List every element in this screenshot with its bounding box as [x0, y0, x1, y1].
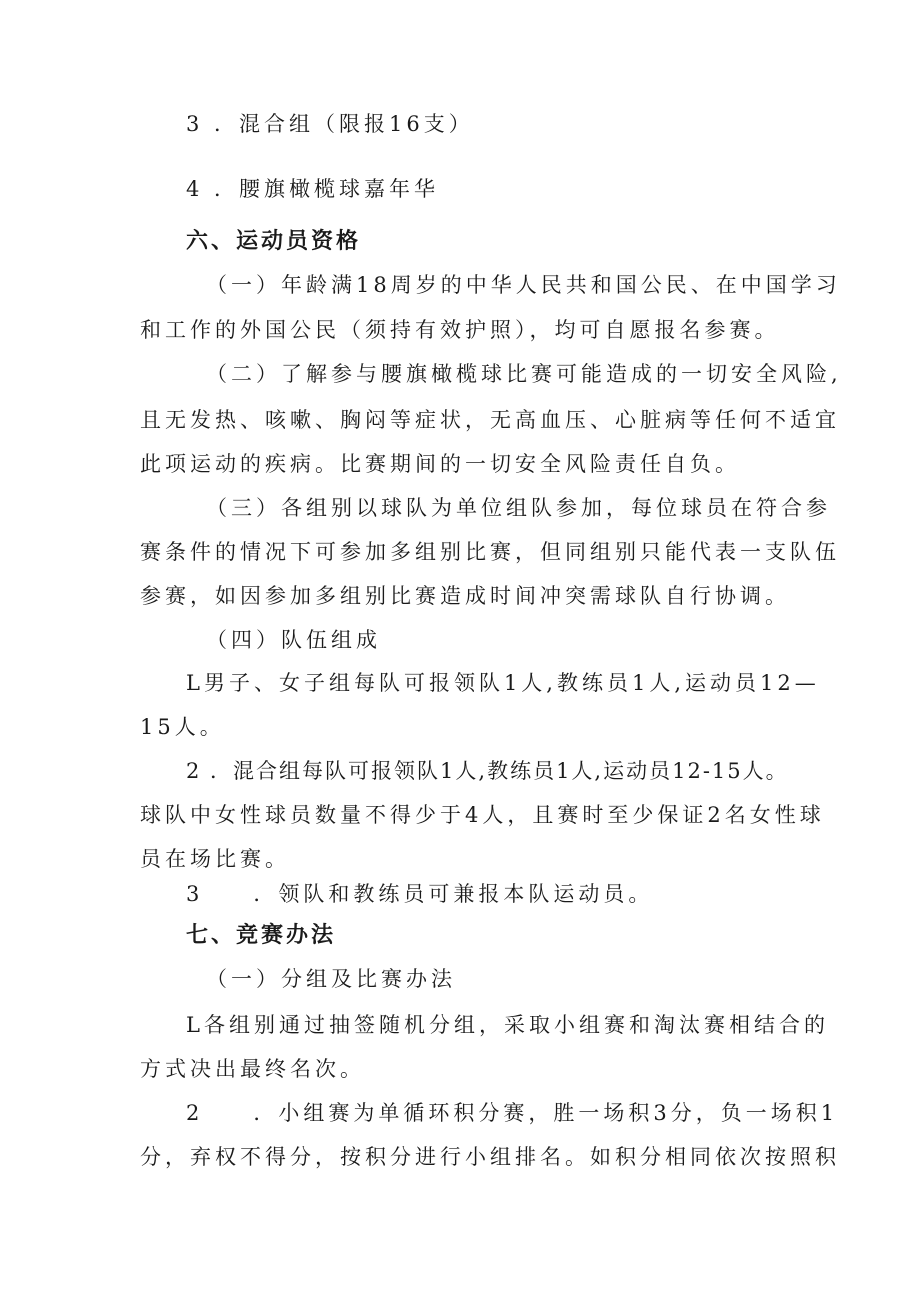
paragraph-line: 赛条件的情况下可参加多组别比赛，但同组别只能代表一支队伍: [140, 540, 840, 564]
section-heading: 七、竞赛办法: [186, 923, 337, 948]
paragraph-line: 球队中女性球员数量不得少于4人，且赛时至少保证2名女性球: [140, 803, 825, 827]
paragraph-line: 分，弃权不得分，按积分进行小组排名。如积分相同依次按照积: [140, 1145, 840, 1169]
list-item: 4 ．腰旗橄榄球嘉年华: [186, 177, 440, 201]
paragraph-line: 2 ．混合组每队可报领队1人,教练员1人,运动员12-15人。: [186, 759, 789, 783]
paragraph-line: 且无发热、咳嗽、胸闷等症状，无高血压、心脏病等任何不适宜: [140, 408, 840, 432]
list-item: 3 ．混合组（限报16支）: [186, 112, 474, 136]
subsection-heading: （一）分组及比赛办法: [206, 967, 456, 991]
paragraph-line: 参赛，如因参加多组别比赛造成时间冲突需球队自行协调。: [140, 584, 790, 608]
paragraph-line: 和工作的外国公民（须持有效护照），均可自愿报名参赛。: [140, 318, 780, 342]
paragraph-line: L男子、女子组每队可报领队1人,教练员1人,运动员12—: [186, 671, 820, 695]
paragraph-line: 员在场比赛。: [140, 847, 290, 871]
paragraph-line: 3 ．领队和教练员可兼报本队运动员。: [186, 882, 654, 906]
paragraph-line: 此项运动的疾病。比赛期间的一切安全风险责任自负。: [140, 452, 740, 476]
paragraph-line: 2 ．小组赛为单循环积分赛，胜一场积3分，负一场积1: [186, 1101, 839, 1125]
paragraph-line: （三）各组别以球队为单位组队参加，每位球员在符合参: [206, 496, 831, 520]
paragraph-line: 方式决出最终名次。: [140, 1057, 365, 1081]
subsection-heading: （四）队伍组成: [206, 628, 381, 652]
section-heading: 六、运动员资格: [186, 229, 362, 254]
paragraph-line: （一）年龄满18周岁的中华人民共和国公民、在中国学习: [206, 273, 841, 297]
paragraph-line: 15人。: [140, 715, 225, 739]
paragraph-line: L各组别通过抽签随机分组，采取小组赛和淘汰赛相结合的: [186, 1013, 829, 1037]
paragraph-line: （二）了解参与腰旗橄榄球比赛可能造成的一切安全风险,: [206, 362, 842, 386]
